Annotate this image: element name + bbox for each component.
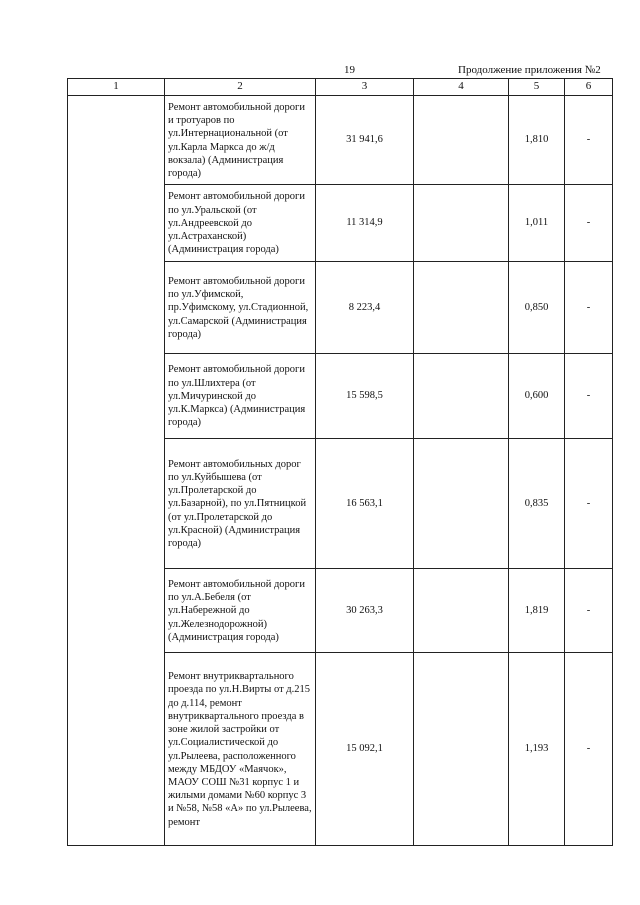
row-length: 1,810	[509, 96, 565, 185]
row-amount: 11 314,9	[316, 185, 414, 262]
row-col6: -	[565, 354, 613, 439]
row-amount: 30 263,3	[316, 569, 414, 653]
row-length: 1,819	[509, 569, 565, 653]
column-number: 1	[68, 79, 165, 96]
row-col4	[414, 96, 509, 185]
row-col4	[414, 653, 509, 846]
page-number: 19	[344, 64, 355, 76]
row-length: 1,011	[509, 185, 565, 262]
row-col6: -	[565, 439, 613, 569]
row-col6: -	[565, 262, 613, 354]
row-description: Ремонт автомобильной дороги и тротуаров по ул.Интернациональной (от ул.Карла Маркса до ж/д вокзала) (Администрация города)	[165, 96, 316, 185]
row-description: Ремонт автомобильной дороги по ул.Шлихтера (от ул.Мичуринской до ул.К.Маркса) (Администрация города)	[165, 354, 316, 439]
column-number: 3	[316, 79, 414, 96]
row-description: Ремонт автомобильных дорог по ул.Куйбышева (от ул.Пролетарской до ул.Базарной), по ул.Пятницкой (от ул.Пролетарской до ул.Красной) (Администрация города)	[165, 439, 316, 569]
column-number-row	[68, 79, 613, 96]
row-description: Ремонт автомобильной дороги по ул.Уфимской, пр.Уфимскому, ул.Стадионной, ул.Самарской (Администрация города)	[165, 262, 316, 354]
table-row	[68, 96, 613, 185]
row-description: Ремонт внутриквартального проезда по ул.Н.Вирты от д.215 до д.114, ремонт внутриквартального проезда в зоне жилой застройки от ул.Социалистической до ул.Рылеева, расположенного между МБДОУ «Маячок», МАОУ СОШ №31 корпус 1 и жилыми домами №60 корпус 3 и №58, №58 «А» по ул.Рылеева, ремонт	[165, 653, 316, 846]
row-col6: -	[565, 653, 613, 846]
row-length: 0,600	[509, 354, 565, 439]
row-col4	[414, 569, 509, 653]
appendix-table	[67, 78, 613, 846]
row-description: Ремонт автомобильной дороги по ул.Уральской (от ул.Андреевской до ул.Астраханской) (Администрация города)	[165, 185, 316, 262]
row-length: 0,850	[509, 262, 565, 354]
row-length: 0,835	[509, 439, 565, 569]
column-number: 5	[509, 79, 565, 96]
column-number: 6	[565, 79, 613, 96]
row-col6: -	[565, 96, 613, 185]
row-length: 1,193	[509, 653, 565, 846]
row-amount: 31 941,6	[316, 96, 414, 185]
column-number: 2	[165, 79, 316, 96]
continuation-label: Продолжение приложения №2	[458, 64, 601, 76]
column-1-cell	[68, 96, 165, 846]
row-description: Ремонт автомобильной дороги по ул.А.Бебеля (от ул.Набережной до ул.Железнодорожной) (Администрация города)	[165, 569, 316, 653]
row-col4	[414, 439, 509, 569]
row-amount: 15 092,1	[316, 653, 414, 846]
row-amount: 8 223,4	[316, 262, 414, 354]
row-col6: -	[565, 185, 613, 262]
row-amount: 15 598,5	[316, 354, 414, 439]
column-number: 4	[414, 79, 509, 96]
row-col4	[414, 354, 509, 439]
row-col4	[414, 185, 509, 262]
row-amount: 16 563,1	[316, 439, 414, 569]
row-col6: -	[565, 569, 613, 653]
row-col4	[414, 262, 509, 354]
